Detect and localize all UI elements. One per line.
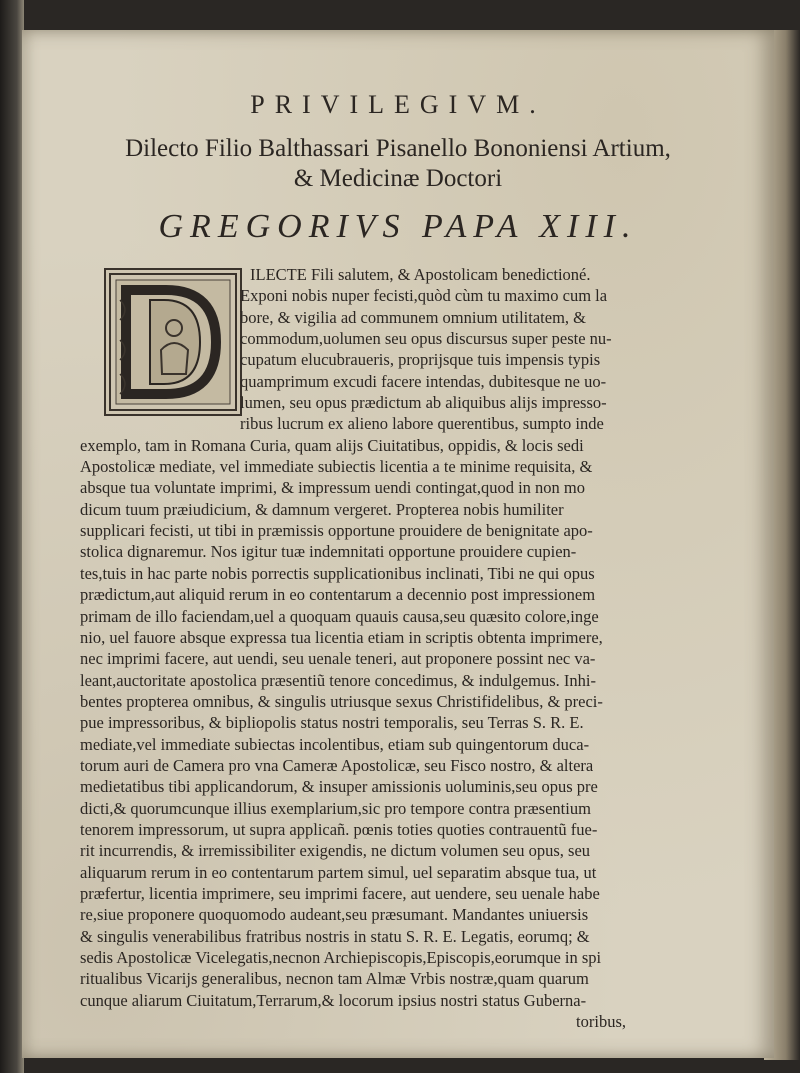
text-line: ribus lucrum ex alieno labore querentibus, sumpto inde: [240, 414, 604, 434]
text-line: nio, uel fauore absque expressa tua licentia etiam in scriptis obtenta imprimere,: [80, 627, 603, 647]
book-binding: [0, 0, 24, 1073]
text-line: primam de illo faciendam,uel a quoquam quauis causa,seu quæsito colore,inge: [80, 606, 599, 626]
text-line: cupatum elucubraueris, proprijsque tuis impensis typis: [240, 350, 601, 370]
text-line: torum auri de Camera pro vna Cameræ Apostolicæ, seu Fisco nostro, & altera: [80, 755, 594, 775]
text-line: stolica dignaremur. Nos igitur tuæ indemnitati opportune prouidere cupien-: [80, 542, 577, 562]
text-line: prædictum,aut aliquid rerum in eo contentarum a decennio post impressionem: [80, 585, 596, 605]
text-line: tes,tuis in hac parte nobis porrectis supplicationibus inclinati, Tibi ne qui opus: [80, 563, 595, 583]
text-line: aliquarum rerum in eo contentarum partem simul, uel separatim absque tua, ut: [80, 862, 597, 882]
pope-title: GREGORIVS PAPA XIII.: [158, 208, 638, 245]
text-line: tenorem impressorum, ut supra applicañ. pœnis toties quoties contrauentũ fue-: [80, 819, 598, 839]
text-line: pue impressoribus, & bipliopolis status nostri temporalis, seu Terras S. R. E.: [80, 713, 584, 733]
text-line: quamprimum excudi facere intendas, dubitesque ne uo-: [240, 371, 607, 391]
text-line: dicti,& quorumcunque illius exemplarium,sic pro tempore contra præsentium: [80, 798, 591, 818]
catchword: toribus,: [576, 1012, 626, 1032]
text-line: leant,auctoritate apostolica præsentiũ tenore concedimus, & indulgemus. Inhi-: [80, 670, 596, 690]
text-line: lumen, seu opus prædictum ab aliquibus alijs impresso-: [240, 393, 607, 413]
text-line: cunque aliarum Ciuitatum,Terrarum,& locorum ipsius nostri status Guberna-: [80, 990, 587, 1010]
text-line: bore, & vigilia ad communem omnium utilitatem, &: [240, 307, 586, 327]
text-line: mediate,vel immediate subiectas incolentibus, etiam sub quingentorum duca-: [80, 734, 590, 754]
dedication-line-2: & Medicinæ Doctori: [293, 165, 503, 192]
text-line: ILECTE Fili salutem, & Apostolicam benedictioné.: [250, 265, 591, 284]
text-line: re,siue proponere quoquomodo audeant,seu præsumant. Mandantes uniuersis: [80, 905, 589, 925]
text-line: & singulis venerabilibus fratribus nostris in statu S. R. E. Legatis, eorumq; &: [80, 926, 590, 946]
text-line: absque tua voluntate imprimi, & impressum uendi contingat,quod in non mo: [80, 478, 586, 498]
text-line: ritualibus Vicarijs generalibus, necnon tam Almæ Vrbis nostræ,quam quarum: [80, 969, 589, 989]
text-line: rit incurrendis, & irremissibiliter exigendis, ne dictum volumen seu opus, seu: [80, 841, 591, 861]
text-line: nec imprimi facere, aut uendi, seu uenale teneri, aut proponere possint nec va-: [80, 649, 596, 669]
text-line: exemplo, tam in Romana Curia, quam alijs Ciuitatibus, oppidis, & locis sedi: [80, 435, 584, 455]
privilege-heading: PRIVILEGIVM.: [250, 90, 546, 119]
text-line: Apostolicæ mediate, vel immediate subiectis licentia a te minime requisita, &: [80, 457, 593, 477]
dedication-line-1: Dilecto Filio Balthassari Pisanello Bononiensi Artium,: [125, 135, 671, 162]
text-line: supplicari fecisti, ut tibi in præmissis opportune prouidere de benignitate apo-: [80, 521, 593, 541]
text-line: commodum,uolumen seu opus discursus super peste nu-: [240, 329, 612, 349]
text-line: dicum tuum præiudicium, & damnum vergeret. Propterea nobis humiliter: [80, 499, 564, 519]
dedication: [22, 134, 774, 194]
text-line: præfertur, licentia imprimere, seu imprimi facere, aut uendere, seu uenale habe: [80, 883, 600, 903]
privilege-body: [80, 264, 656, 1032]
text-line: Exponi nobis nuper fecisti,quòd cùm tu maximo cum la: [240, 286, 608, 306]
text-line: sedis Apostolicæ Vicelegatis,necnon Archiepiscopis,Episcopis,eorumque in spi: [80, 948, 602, 967]
text-line: bentes propterea omnibus, & singulis utriusque sexus Christifidelibus, & preci-: [80, 691, 603, 711]
book-page: [22, 30, 774, 1058]
text-line: medietatibus tibi applicandorum, & insuper amissionis uoluminis,seu opus pre: [80, 777, 598, 797]
